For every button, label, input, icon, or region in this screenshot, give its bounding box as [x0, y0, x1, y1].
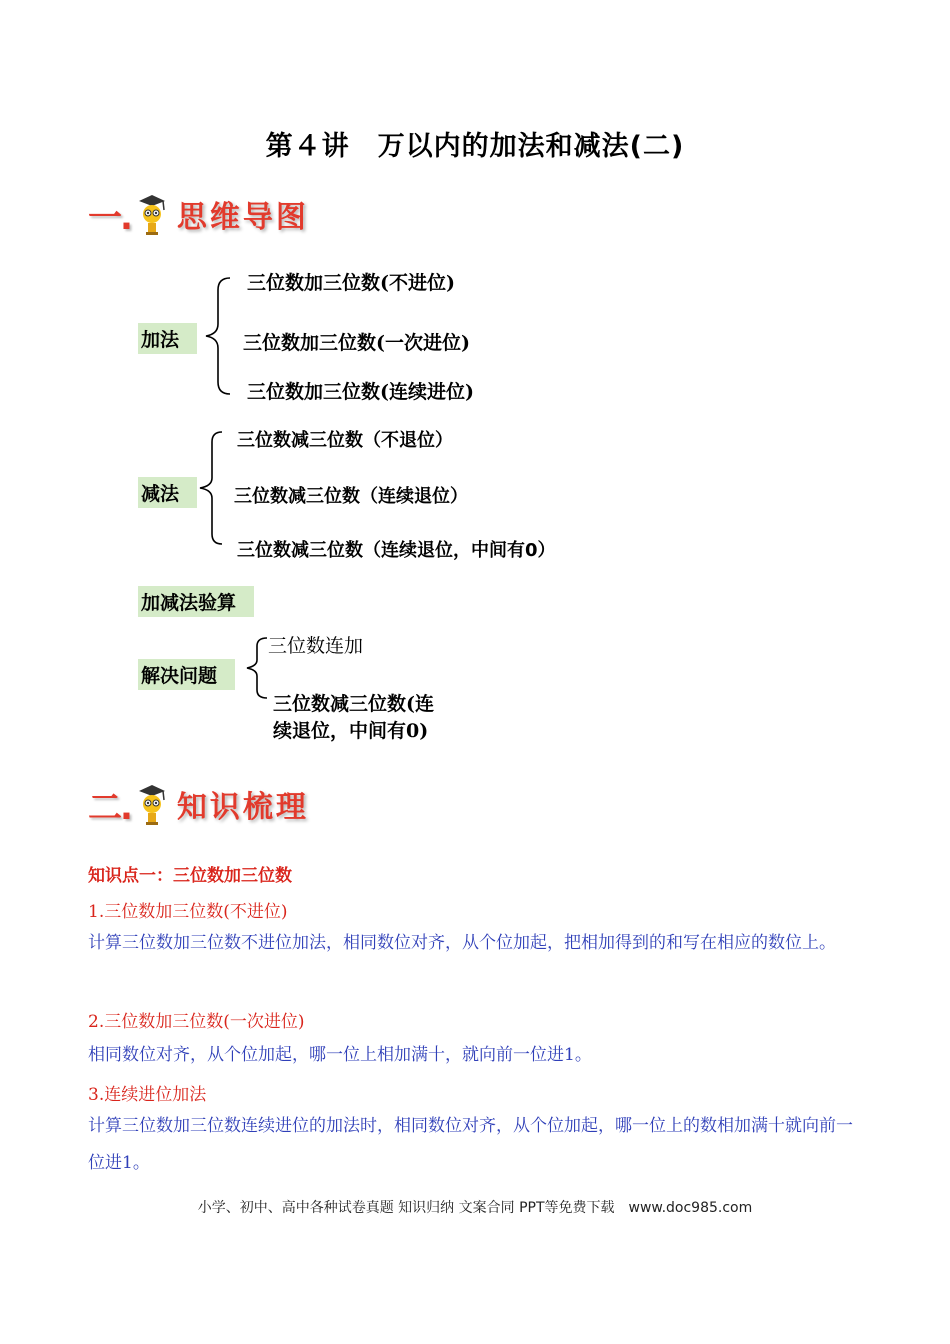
brace-solve — [243, 636, 271, 700]
section-heading-mindmap — [88, 190, 309, 238]
section-title: 知识梳理 — [176, 790, 309, 825]
subheading-1: 1.三位数加三位数(不进位) — [88, 902, 288, 922]
mindmap-sub-item-3: 三位数减三位数（连续退位，中间有0） — [237, 540, 556, 561]
mindmap-solve-item-2: 三位数减三位数(连 — [273, 693, 434, 715]
mindmap-add-item-2: 三位数加三位数(一次进位) — [243, 332, 470, 354]
brace-add — [202, 276, 232, 396]
mindmap-label-sub: 减法 — [138, 477, 197, 508]
mindmap-label-check: 加减法验算 — [138, 586, 254, 617]
mindmap-add-item-3: 三位数加三位数(连续进位) — [247, 381, 474, 403]
knowledge-point-title: 知识点一：三位数加三位数 — [88, 866, 292, 886]
mindmap-sub-item-2: 三位数减三位数（连续退位） — [234, 486, 468, 507]
section-heading-knowledge — [88, 780, 309, 828]
mindmap-solve-item-3: 续退位，中间有0) — [273, 720, 429, 742]
mindmap-add-item-1: 三位数加三位数(不进位) — [247, 272, 455, 294]
mindmap-label-solve: 解决问题 — [138, 659, 235, 690]
mindmap-sub-item-1: 三位数减三位数（不退位） — [237, 430, 453, 451]
paragraph-2: 相同数位对齐，从个位加起，哪一位上相加满十，就向前一位进1。 — [88, 1045, 592, 1065]
section-number: 二. — [88, 787, 131, 828]
page-title: 第４讲 万以内的加法和减法(二) — [265, 131, 685, 162]
paragraph-1: 计算三位数加三位数不进位加法，相同数位对齐，从个位加起，把相加得到的和写在相应的数位上。 — [88, 933, 836, 953]
paragraph-3: 计算三位数加三位数连续进位的加法时，相同数位对齐，从个位加起，哪一位上的数相加满十就向前一位进1。 — [88, 1116, 853, 1173]
mindmap-solve-item-1: 三位数连加 — [268, 635, 364, 657]
subheading-3: 3.连续进位加法 — [88, 1085, 207, 1105]
subheading-2: 2.三位数加三位数(一次进位) — [88, 1012, 305, 1032]
section-title: 思维导图 — [176, 200, 309, 235]
section-number: 一. — [88, 197, 131, 238]
mascot-icon — [135, 783, 169, 825]
page-footer: 小学、初中、高中各种试卷真题 知识归纳 文案合同 PPT等免费下载 www.doc985.com — [197, 1200, 753, 1216]
brace-sub — [196, 430, 226, 546]
mindmap-label-add: 加法 — [138, 323, 197, 354]
mascot-icon — [135, 193, 169, 235]
